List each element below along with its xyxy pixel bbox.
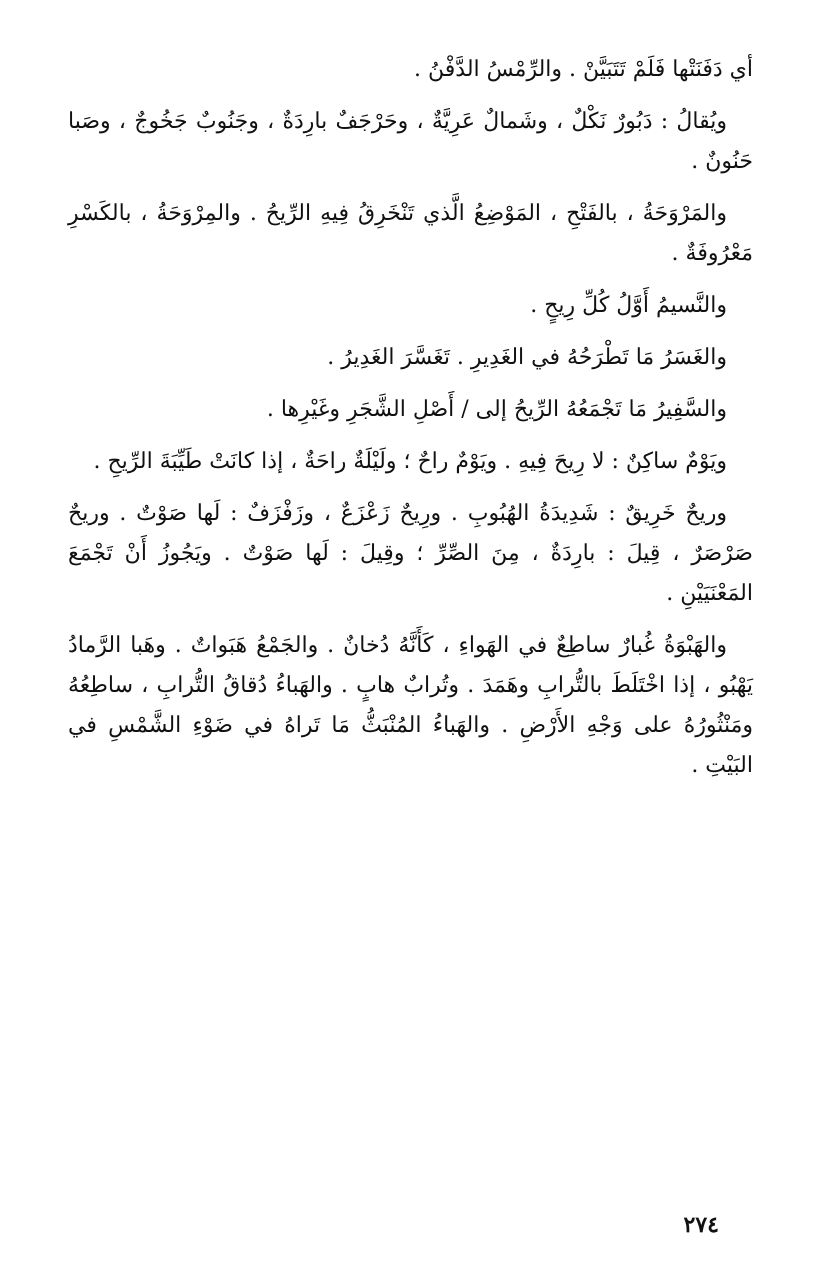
paragraph-2: ويُقالُ : دَبُورٌ نَكْلٌ ، وشَمالٌ عَرِيَّةٌ ، وحَرْجَفٌ بارِدَةٌ ، وجَنُوبٌ جَخُوجٌ ، وصَبا حَنُونٌ .	[68, 109, 753, 174]
paragraph-3: والمَرْوَحَةُ ، بالفَتْحِ ، المَوْضِعُ الَّذي تَنْخَرِقُ فِيهِ الرِّيحُ . والمِرْوَحَةُ ، بالكَسْرِ مَعْرُوفَةٌ .	[68, 201, 753, 266]
body-text	[68, 50, 753, 798]
paragraph-4: والنَّسيمُ أَوَّلُ كُلِّ رِيحٍ .	[530, 293, 727, 318]
paragraph-6: والسَّفِيرُ مَا تَجْمَعُهُ الرِّيحُ إلى / أَصْلِ الشَّجَرِ وغَيْرِها .	[266, 397, 727, 422]
paragraph-9: والهَبْوَةُ غُبارٌ ساطِعٌ في الهَواءِ ، كَأَنَّهُ دُخانٌ . والجَمْعُ هَبَواتٌ . وهَبا الرَّمادُ يَهْبُو ، إذا اخْتَلَطَ بالتُّرابِ وهَمَدَ . وتُرابٌ هابٍ . والهَباءُ دُقاقُ التُّرابِ ، ساطِعُهُ ومَنْثُورُهُ على وَجْهِ الأَرْضِ . والهَباءُ المُنْبَثُّ مَا تَراهُ في ضَوْءِ الشَّمْسِ في البَيْتِ .	[68, 633, 753, 778]
paragraph-5: والغَسَرُ مَا تَطْرَحُهُ في الغَدِيرِ . تَغَسَّرَ الغَدِيرُ .	[327, 345, 727, 370]
paragraph-7: ويَوْمٌ ساكِنٌ : لا رِيحَ فِيهِ . ويَوْمٌ راحٌ ؛ ولَيْلَةٌ راحَةٌ ، إذا كانَتْ طَيِّبَةَ الرِّيحِ .	[93, 449, 727, 474]
paragraph-8: وريحٌ خَرِيقٌ : شَدِيدَةُ الهُبُوبِ . ورِيحٌ زَعْزَعٌ ، وزَفْزَفٌ : لَها صَوْتٌ . وريحٌ صَرْصَرٌ ، قِيلَ : بارِدَةٌ ، مِنَ الصِّرِّ ؛ وقِيلَ : لَها صَوْتٌ . ويَجُوزُ أَنْ تَجْمَعَ المَعْنَيَيْنِ .	[68, 501, 753, 606]
page-number: ٢٧٤	[683, 1212, 719, 1238]
paragraph-1: أي دَفَنَتْها فَلَمْ تَتَبَيَّنْ . والرِّمْسُ الدَّفْنُ .	[414, 57, 753, 82]
